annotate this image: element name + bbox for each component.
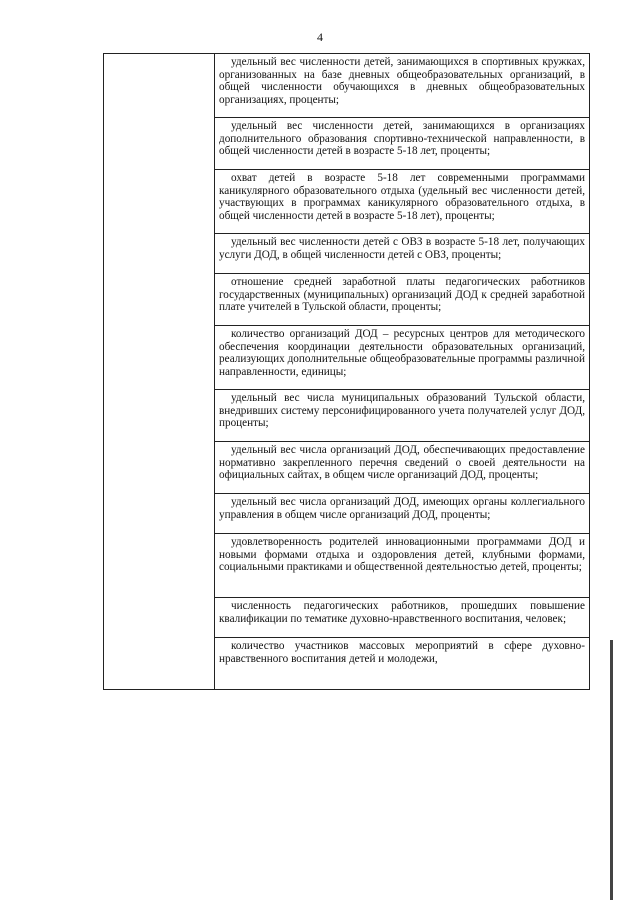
indicator-paragraph: удовлетворенность родителей инновационными программами ДОД и новыми формами отдыха и оздоровления детей, клубными формами, социальными практиками и общественной деятельностью детей, проценты; [215,534,589,598]
indicator-paragraph: удельный вес числа организаций ДОД, имеющих органы коллегиального управления в общем числе организаций ДОД, проценты; [215,494,589,534]
indicator-paragraph: удельный вес численности детей, занимающихся в спортивных кружках, организованных на базе дневных общеобразовательных организаций, в общей численности обучающихся в дневных общеобразовательных организациях, проценты; [215,54,589,118]
indicator-paragraph: численность педагогических работников, прошедших повышение квалификации по тематике духовно-нравственного воспитания, человек; [215,598,589,638]
indicator-paragraph: удельный вес числа организаций ДОД, обеспечивающих предоставление нормативно закрепленного перечня сведений о своей деятельности на официальных сайтах, в общем числе организаций ДОД, проценты; [215,442,589,494]
indicators-table [103,53,590,690]
page-number: 4 [317,30,323,44]
table-right-cell [215,54,589,689]
indicator-paragraph: удельный вес численности детей с ОВЗ в возрасте 5-18 лет, получающих услуги ДОД, в общей численности детей с ОВЗ, проценты; [215,234,589,274]
table-left-cell [104,54,215,689]
indicator-paragraph: отношение средней заработной платы педагогических работников государственных (муниципальных) организаций ДОД к средней заработной плате учителей в Тульской области, проценты; [215,274,589,326]
scan-edge-line [610,640,613,900]
indicator-paragraph: охват детей в возрасте 5-18 лет современными программами каникулярного образовательного отдыха (удельный вес численности детей, участвующих в программах каникулярного образовательного отдыха, в общей численности детей в возрасте 5-18 лет), проценты; [215,170,589,234]
indicator-paragraph: удельный вес численности детей, занимающихся в организациях дополнительного образования спортивно-технической направленности, в общей численности детей в возрасте 5-18 лет, проценты; [215,118,589,170]
indicator-paragraph: удельный вес числа муниципальных образований Тульской области, внедривших систему персонифицированного учета получателей услуг ДОД, проценты; [215,390,589,442]
indicator-paragraph: количество организаций ДОД – ресурсных центров для методического обеспечения координации деятельности образовательных организаций, реализующих дополнительные общеобразовательные программы различной направленности, единицы; [215,326,589,390]
indicator-paragraph: количество участников массовых мероприятий в сфере духовно-нравственного воспитания детей и молодежи, [219,640,585,665]
